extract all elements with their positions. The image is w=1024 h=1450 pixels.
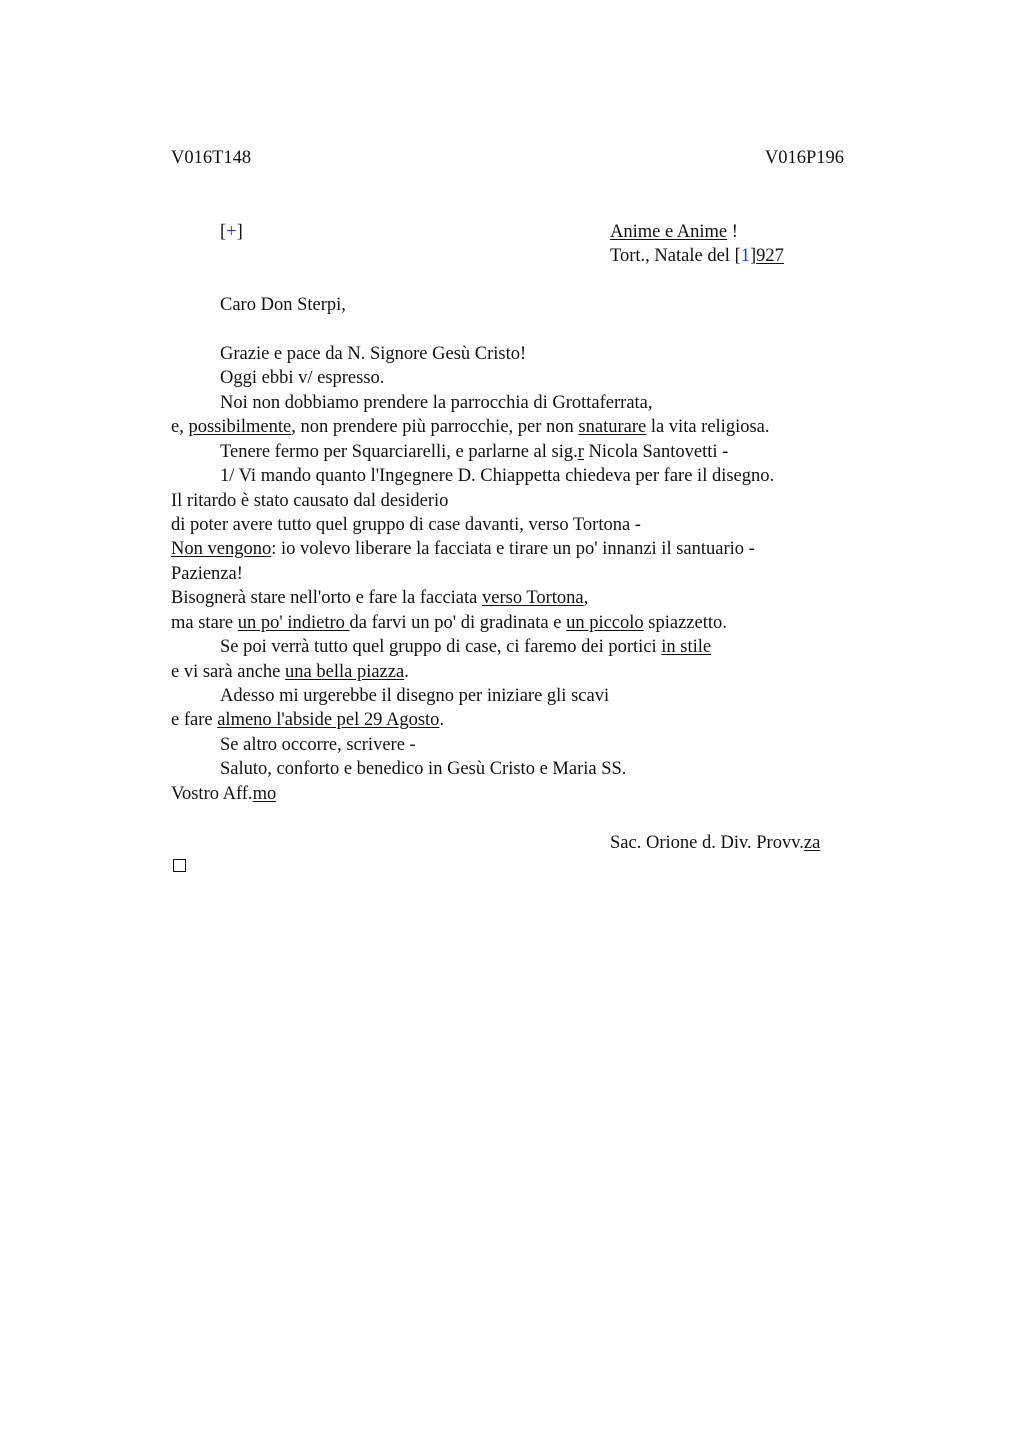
underlined-text: una bella piazza (285, 662, 405, 682)
body-line: Saluto, conforto e benedico in Gesù Cristo e Maria SS. (220, 759, 627, 779)
dateline-year: 927 (756, 246, 784, 266)
body-line: Se altro occorre, scrivere - (220, 735, 416, 755)
text-span: e, (171, 417, 189, 437)
underlined-text: in stile (661, 637, 712, 657)
text-span: Bisognerà stare nell'orto e fare la facciata (171, 588, 482, 608)
text-span: Tenere fermo per Squarciarelli, e parlarne al sig. (220, 442, 578, 462)
body-line (171, 611, 727, 635)
signature (610, 831, 820, 855)
body-line (171, 708, 444, 732)
underlined-text: mo (252, 784, 277, 804)
underlined-text: verso Tortona (482, 588, 584, 608)
body-line: 1/ Vi mando quanto l'Ingegnere D. Chiappetta chiedeva per fare il disegno. (220, 466, 775, 486)
motto-text: Anime e Anime (610, 222, 728, 242)
dateline (610, 244, 784, 268)
greeting: Caro Don Sterpi, (220, 295, 346, 315)
text-span: da farvi un po' di gradinata e (349, 613, 567, 633)
text-span: Vostro Aff. (171, 784, 253, 804)
underlined-text: za (803, 833, 821, 853)
text-span: . (439, 710, 445, 730)
body-line (171, 537, 755, 561)
closing-line (171, 782, 276, 806)
dateline-prefix: Tort., Natale del (610, 246, 735, 266)
text-span: e fare (171, 710, 218, 730)
body-line: Noi non dobbiamo prendere la parrocchia di Grottaferrata, (220, 393, 653, 413)
text-span: la vita religiosa. (646, 417, 770, 437)
cross-symbol: + (226, 222, 237, 242)
body-line: Oggi ebbi v/ espresso. (220, 368, 385, 388)
end-marker-box-icon (173, 859, 186, 872)
body-line: Adesso mi urgerebbe il disegno per iniziare gli scavi (220, 686, 610, 706)
underlined-text: almeno l'abside pel 29 Agosto (217, 710, 440, 730)
body-line (171, 660, 409, 684)
body-line (220, 635, 711, 659)
text-span: : io volevo liberare la facciata e tirare un po' innanzi il santuario - (271, 539, 755, 559)
underlined-text: un po' indietro (237, 613, 350, 633)
dateline-bracket-open: [ (734, 246, 741, 266)
body-line: Pazienza! (171, 564, 243, 584)
motto (610, 220, 738, 244)
underlined-text: possibilmente (188, 417, 292, 437)
body-line: di poter avere tutto quel gruppo di case davanti, verso Tortona - (171, 515, 641, 535)
body-line (171, 415, 770, 439)
underlined-text: Non vengono (171, 539, 272, 559)
text-span: spiazzetto. (643, 613, 727, 633)
body-line: Il ritardo è stato causato dal desiderio (171, 491, 449, 511)
cross-bracket-open: [ (220, 222, 227, 242)
cross-bracket-close: ] (236, 222, 243, 242)
motto-suffix: ! (727, 222, 738, 242)
body-line (171, 586, 588, 610)
text-span: . (404, 662, 409, 682)
underlined-text: snaturare (578, 417, 647, 437)
text-span: , non prendere più parrocchie, per non (291, 417, 579, 437)
dateline-bracket-digit: 1 (740, 246, 750, 266)
text-span: Se poi verrà tutto quel gruppo di case, ci faremo dei portici (220, 637, 662, 657)
text-span: Sac. Orione d. Div. Provv. (610, 833, 804, 853)
text-span: Nicola Santovetti - (583, 442, 729, 462)
text-span: , (583, 588, 589, 608)
body-line (220, 440, 728, 464)
text-span: e vi sarà anche (171, 662, 286, 682)
text-span: ma stare (171, 613, 238, 633)
document-code-right: V016P196 (764, 148, 844, 168)
underlined-text: r (577, 442, 584, 462)
body-line: Grazie e pace da N. Signore Gesù Cristo! (220, 344, 527, 364)
cross-mark (220, 220, 243, 244)
dateline-bracket-close: ] (749, 246, 757, 266)
underlined-text: un piccolo (566, 613, 644, 633)
document-code-left: V016T148 (171, 148, 252, 168)
